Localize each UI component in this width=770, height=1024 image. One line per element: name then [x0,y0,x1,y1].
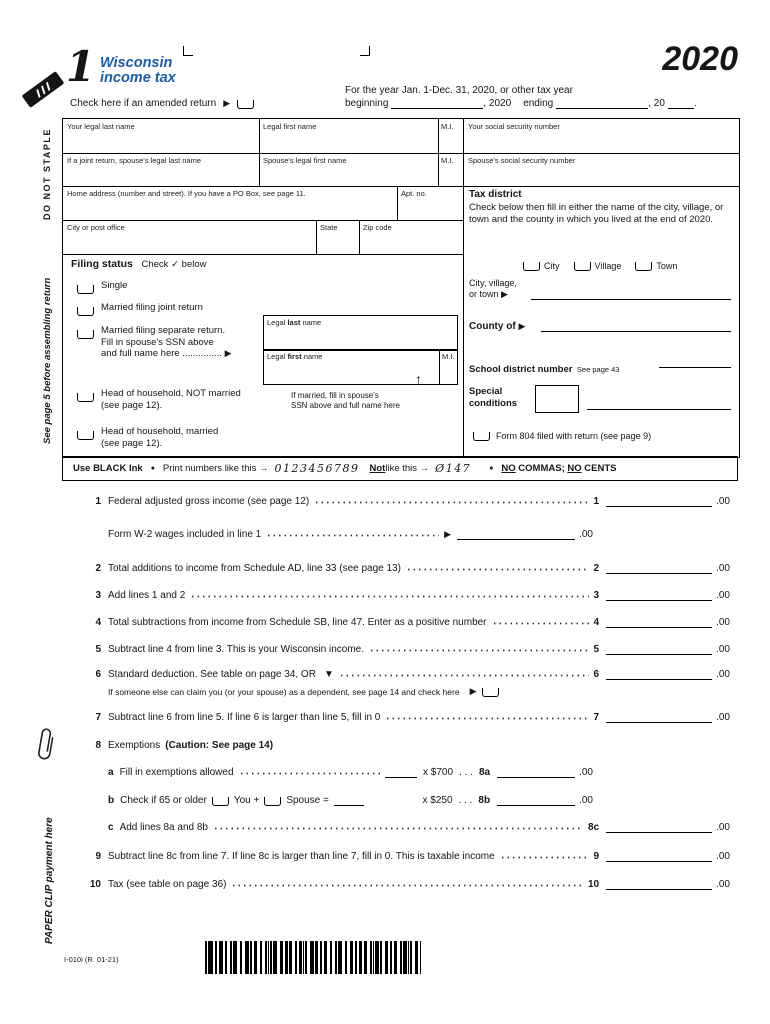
your-last-name-field[interactable]: Your legal last name [67,122,135,131]
line-10-amount-field[interactable] [606,877,712,890]
spouse-label: Spouse = [286,795,329,806]
w2-wages-amount-field[interactable] [457,527,575,540]
cents-label: .00 [716,590,730,601]
hoh-not-married-label: Head of household, NOT married (see page 12). [101,388,241,411]
form-id-text: I-010i (R. 01-21) [64,955,119,964]
dot-leader [314,501,588,504]
grid-line [359,220,360,254]
line-8b-amount-field[interactable] [497,793,575,806]
married-joint-label: Married filing joint return [101,302,203,313]
form-title-type: income tax [100,70,176,86]
line-8a-row [88,764,593,778]
dependent-note-text: If someone else can claim you (or your spouse) as a dependent, see page 14 and check here [108,687,460,697]
dot-leader [190,595,588,598]
tax-district-title: Tax district [469,189,522,200]
line-1-amount-field[interactable] [606,494,712,507]
line-number: 6 [95,669,101,680]
line-2-amount-field[interactable] [606,561,712,574]
line-10-row [88,876,730,890]
line-text: Form W-2 wages included in line 1 [108,529,262,540]
line-text: Total subtractions from income from Schedule SB, line 47. Enter as a positive number [108,617,487,628]
line-text: Total additions to income from Schedule AD, line 33 (see page 13) [108,563,401,574]
special-conditions-field[interactable] [587,399,731,410]
filing-status-title: Filing status Check ✓ below [71,258,207,270]
cents-label: .00 [579,795,593,806]
hoh-married-label: Head of household, married (see page 12). [101,426,219,449]
dependent-checkbox[interactable] [482,688,499,697]
line-ref: 8b [478,795,491,806]
line-ref: 4 [593,617,600,628]
ending-year-prefix: , 20 [648,98,665,109]
line-text: Subtract line 6 from line 5. If line 6 is larger than line 5, fill in 0 [108,712,381,723]
grid-line [259,119,260,186]
pointer-icon: ▶ [444,529,452,539]
line-text: Exemptions [108,740,161,751]
cvt-label: City, village, or town ▶ [469,278,517,299]
w2-wages-row [88,526,593,540]
pointer-icon: ▶ [501,289,508,299]
bad-digits-sample: Ø147 [435,462,472,475]
cents-label: .00 [716,644,730,655]
village-checkbox[interactable] [574,262,591,271]
cvt-name-field[interactable] [531,289,731,300]
spouse-first-name-field[interactable]: Spouse's legal first name [263,156,347,165]
pointer-icon: ▶ [223,98,231,108]
line-5-row [88,641,730,655]
cents-label: .00 [716,617,730,628]
form804-row [473,431,651,441]
form-title [100,56,176,86]
line-6-amount-field[interactable] [606,667,712,680]
bullet-icon: ● [489,465,494,472]
dot-leader [385,717,588,720]
line-letter: a [108,767,114,778]
grid-line [63,186,739,187]
spouse-last-name-field[interactable]: If a joint return, spouse's legal last name [67,156,202,165]
your-ssn-field[interactable]: Your social security number [468,122,560,131]
special-conditions-box[interactable] [535,385,579,413]
bullet-icon: ● [150,465,155,472]
line-number: 10 [89,879,101,890]
grid-line [439,350,440,384]
line-9-amount-field[interactable] [606,849,712,862]
cents-label: .00 [716,879,730,890]
line-text: Add lines 8a and 8b [119,822,208,833]
line-5-amount-field[interactable] [606,642,712,655]
pointer-icon: ▶ [469,686,477,696]
line-8c-amount-field[interactable] [606,820,712,833]
grid-line [316,220,317,254]
grid-line [463,119,464,457]
line-text: Fill in exemptions allowed [119,767,234,778]
grid-line [63,254,463,255]
line-8a-amount-field[interactable] [497,765,575,778]
beginning-label: beginning [345,98,389,109]
mi-field[interactable]: M.I. [441,122,454,131]
not-like-label: like this → [385,463,430,474]
barcode [205,941,421,974]
line-text: Subtract line 4 from line 3. This is your Wisconsin income. [108,644,365,655]
dot-leader [406,568,589,571]
line-6-dependent-note-row [88,683,648,697]
amended-checkbox[interactable] [237,100,254,109]
form-title-state: Wisconsin [100,55,173,71]
dots: . . . [459,767,473,778]
line-ref: 1 [593,496,600,507]
line-ref: 7 [593,712,600,723]
cvt-checkbox-row [523,261,733,271]
line-8-row [88,737,730,751]
spouse-legal-first-box[interactable]: Legal first name M.I. [263,349,458,385]
use-black-ink-label: Use BLACK Ink [73,463,143,474]
dot-leader [231,884,583,887]
city-option-label: City [544,261,560,271]
triangle-down-icon: ▼ [323,669,334,680]
line-ref: 6 [593,669,600,680]
first-name-field[interactable]: Legal first name [263,122,317,131]
spouse-mi-sub-field[interactable]: M.I. [442,352,455,361]
spouse-ssn-field[interactable]: Spouse's social security number [468,156,576,165]
line-number: 3 [95,590,101,601]
grid-line [63,220,463,221]
line-text: Subtract line 8c from line 7. If line 8c is larger than line 7, fill in 0. This is taxable income [108,851,495,862]
form804-checkbox[interactable] [473,432,490,441]
zip-field[interactable]: Zip code [363,223,392,232]
year-line: For the year Jan. 1-Dec. 31, 2020, or other tax year [345,85,573,96]
dot-leader [369,649,589,652]
line-2-row [88,560,730,574]
line-3-amount-field[interactable] [606,588,712,601]
dot-leader [239,772,381,775]
town-checkbox[interactable] [635,262,652,271]
amended-label: Check here if an amended return [70,98,217,109]
tax-period-row [345,97,697,109]
single-checkbox[interactable] [77,285,94,294]
cents-label: .00 [579,529,593,540]
paper-clip-icon [33,725,56,768]
dot-leader [339,674,589,677]
county-field[interactable] [541,321,731,332]
amended-return-row [70,98,254,109]
cents-label: .00 [579,767,593,778]
exemptions-count-field[interactable] [385,766,417,778]
spouse-legal-last-box[interactable]: Legal last name [263,315,458,351]
line-9-row [88,848,730,862]
period-dot: . [693,98,697,109]
cents-label: .00 [716,822,730,833]
line-number: 8 [95,740,101,751]
spouse-mi-field[interactable]: M.I. [441,156,454,165]
married-separate-checkbox[interactable] [77,330,94,339]
tax-year: 2020 [662,40,738,78]
line-ref: 9 [593,851,600,862]
home-address-field[interactable]: Home address (number and street). If you have a PO Box, see page 11. [67,189,306,198]
grid-line [63,153,739,154]
line-letter: c [108,822,114,833]
check-icon: ✓ [171,259,180,270]
line-number: 9 [95,851,101,862]
school-district-label: School district number See page 43 [469,364,620,375]
line-1-row [88,493,730,507]
age-65-you-checkbox[interactable] [212,797,229,806]
do-not-staple-text: DO NOT STAPLE [42,128,52,220]
line-ref: 8a [478,767,491,778]
line-ref: 8c [587,822,600,833]
age-65-count-field[interactable] [334,794,364,806]
paper-clip-text: PAPER CLIP payment here [44,817,55,944]
main-form-box [62,118,740,458]
line-4-row [88,614,730,628]
town-option-label: Town [656,261,678,271]
fold-tab-icon [22,71,65,108]
pointer-icon: ▶ [224,348,232,358]
if-married-note: If married, fill in spouse's SSN above and full name here [291,391,400,410]
you-label: You + [233,795,260,806]
line-ref: 3 [593,590,600,601]
city-checkbox[interactable] [523,262,540,271]
not-word: Not [369,463,386,474]
line-7-row [88,709,730,723]
hoh-married-checkbox[interactable] [77,431,94,440]
caution-text: (Caution: See page 14) [165,740,274,751]
dots: . . . [458,795,473,806]
line-ref: 5 [593,644,600,655]
line-ref: 2 [593,563,600,574]
registration-mark-left [183,46,193,56]
line-text: Add lines 1 and 2 [108,590,186,601]
form-number: 1 [66,42,96,91]
ending-label: ending [523,98,554,109]
line-7-amount-field[interactable] [606,710,712,723]
ink-instruction-band: Use BLACK Ink ● Print numbers like this → 0123456789 Not like this → Ø147 ● NO COMMAS; NO CENTS [62,456,738,481]
city-field[interactable]: City or post office [67,223,125,232]
registration-mark-right [360,46,370,56]
single-label: Single [101,280,128,291]
hoh-not-married-checkbox[interactable] [77,393,94,402]
line-number: 2 [95,563,101,574]
county-label: County of ▶ [469,321,526,332]
good-digits-sample: 0123456789 [274,462,360,475]
line-text: Standard deduction. See table on page 34, OR [108,669,316,680]
line-text: Federal adjusted gross income (see page 12) [108,496,310,507]
line-ref: 10 [587,879,600,890]
grid-line [438,119,439,186]
line-text: Tax (see table on page 36) [108,879,227,890]
multiplier-label: x $700 [423,767,454,778]
state-field[interactable]: State [320,223,338,232]
line-number: 1 [95,496,101,507]
assemble-note-text: See page 5 before assembling return [42,277,53,444]
married-separate-label: Married filing separate return. Fill in spouse's SSN above and full name here ............... ▶ [101,325,232,359]
apt-field[interactable]: Apt. no. [401,189,427,198]
ending-year-field[interactable] [668,97,694,109]
line-text: Check if 65 or older [120,795,207,806]
line-number: 4 [95,617,101,628]
grid-line [397,186,398,220]
cents-label: .00 [716,496,730,507]
married-joint-checkbox[interactable] [77,307,94,316]
line-8c-row [88,819,730,833]
multiplier-label: x $250 [422,795,453,806]
pointer-icon: ▶ [518,321,526,331]
cents-label: .00 [716,851,730,862]
line-number: 7 [95,712,101,723]
line-4-amount-field[interactable] [606,615,712,628]
school-district-field[interactable] [659,357,731,368]
village-option-label: Village [594,261,622,271]
line-6-row [88,666,730,680]
cents-label: .00 [716,712,730,723]
dot-leader [266,534,439,537]
dot-leader [500,856,589,859]
up-arrow-icon: ↑ [415,371,422,387]
line-letter: b [108,795,115,806]
age-65-spouse-checkbox[interactable] [264,797,281,806]
ending-date-field[interactable] [556,97,648,109]
print-numbers-label: Print numbers like this → [162,463,269,474]
beginning-date-field[interactable] [391,97,483,109]
line-number: 5 [95,644,101,655]
beginning-year-suffix: , 2020 [483,98,512,109]
dot-leader [492,622,589,625]
form804-label: Form 804 filed with return (see page 9) [496,431,652,441]
special-conditions-label: Special conditions [469,386,518,409]
cents-label: .00 [716,669,730,680]
cents-label: .00 [716,563,730,574]
tax-district-instructions: Check below then fill in either the name of the city, village, or town and the county in which you lived at the end of 2020. [469,202,724,225]
line-8b-row [88,792,593,806]
line-3-row [88,587,730,601]
dot-leader [213,827,583,830]
